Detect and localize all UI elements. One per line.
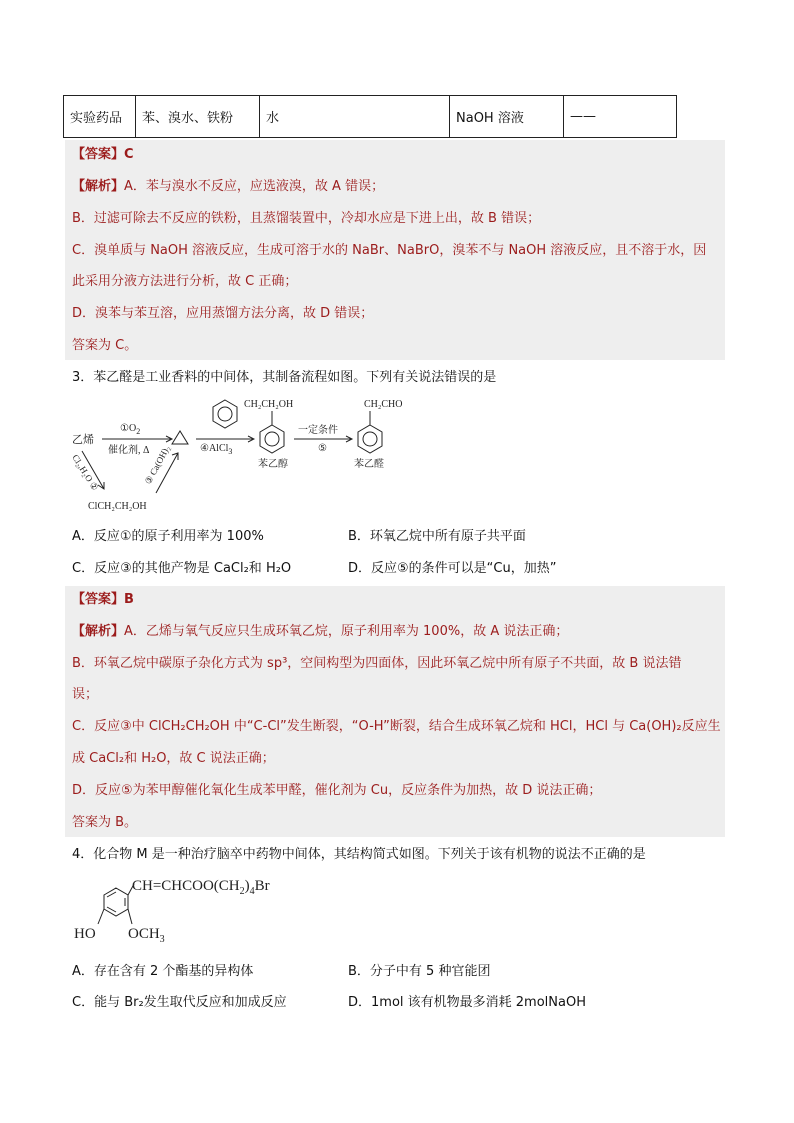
side-sub2: 4 [249, 886, 255, 897]
q3-reaction-scheme [68, 393, 428, 515]
q4-option-c[interactable]: C．能与 Br₂发生取代反应和加成反应 [72, 995, 287, 1010]
svg-text:④AlCl3 [200, 443, 232, 456]
q2-analysis-d: D．溴苯与苯互溶，应用蒸馏方法分离，故 D 错误； [72, 306, 374, 321]
side-br: Br [254, 878, 270, 894]
svg-text:OCH3 [128, 926, 165, 945]
q4-option-b[interactable]: B．分子中有 5 种官能团 [348, 964, 491, 979]
side-chain: CH=CHCOO(CH [132, 878, 240, 894]
chlorohydrin-label: ClCH₂CH₂OH [88, 501, 147, 512]
q3-analysis-c1: C．反应③中 ClCH₂CH₂OH 中“C-Cl”发生断裂，“O-H”断裂，结合生成环氧乙烷和 HCl，HCl 与 Ca(OH)₂反应生 [72, 719, 721, 734]
ethylene-label: 乙烯 [72, 434, 94, 446]
q3-option-a[interactable]: A．反应①的原子利用率为 100% [72, 529, 264, 544]
aldehyde-group: CH₂CHO [364, 399, 403, 410]
answer-value: C [124, 147, 134, 162]
table-cell-reagents: 苯、溴水、铁粉 [136, 96, 260, 137]
q3-option-d[interactable]: D．反应⑤的条件可以是“Cu，加热” [348, 561, 557, 576]
answer-value: B [124, 592, 134, 607]
step1-condition: 催化剂, Δ [108, 445, 150, 456]
step2-label: Cl₂,H₂O ② [70, 452, 101, 493]
q2-analysis-a [72, 177, 384, 197]
q3-answer-line [72, 590, 134, 610]
analysis-text: A．苯与溴水不反应，应选液溴，故 A 错误； [124, 179, 385, 194]
analysis-label: 【解析】 [72, 179, 125, 194]
answer-label: 【答案】 [72, 592, 125, 607]
q2-analysis-b: B．过滤可除去不反应的铁粉，且蒸馏装置中，冷却水应是下进上出，故 B 错误； [72, 211, 541, 226]
table-cell-naoh: NaOH 溶液 [450, 96, 564, 137]
answer-label: 【答案】 [72, 147, 125, 162]
step3-label: ③ Ca(OH)₂ [142, 443, 172, 486]
analysis-label: 【解析】 [72, 624, 125, 639]
step4-label: ④AlCl [200, 443, 229, 454]
och3-label: OCH [128, 926, 160, 942]
step5-condition: 一定条件 [298, 425, 338, 436]
svg-text:①O2 [120, 423, 140, 436]
table-cell-dash: —— [570, 109, 596, 124]
q4-option-a[interactable]: A．存在含有 2 个酯基的异构体 [72, 964, 254, 979]
side-sub: 2 [239, 886, 245, 897]
q2-final: 答案为 C。 [72, 338, 138, 353]
phenylacetaldehyde-label: 苯乙醛 [354, 459, 384, 470]
side-end: ) [244, 878, 250, 894]
q3-analysis-d: D．反应⑤为苯甲醇催化氧化生成苯甲醛，催化剂为 Cu，反应条件为加热，故 D 说法正确； [72, 783, 602, 798]
q3-analysis-b1: B．环氧乙烷中碳原子杂化方式为 sp³，空间构型为四面体，因此环氧乙烷中所有原子不共面，故 B 说法错 [72, 656, 682, 671]
q3-option-b[interactable]: B．环氧乙烷中所有原子共平面 [348, 529, 526, 544]
step5-label: ⑤ [318, 443, 327, 454]
q4-stem: 4．化合物 M 是一种治疗脑卒中药物中间体，其结构简式如图。下列关于该有机物的说法不正确的是 [72, 847, 646, 862]
step4-sub: 3 [228, 447, 233, 456]
och3-sub: 3 [159, 934, 165, 945]
table-cell-water: 水 [260, 96, 450, 137]
q2-analysis-c2: 此采用分液方法进行分析，故 C 正确； [72, 274, 298, 289]
q3-analysis-a [72, 622, 568, 642]
q4-option-d[interactable]: D．1mol 该有机物最多消耗 2molNaOH [348, 995, 586, 1010]
q2-answer-line [72, 145, 134, 165]
q3-analysis-c2: 成 CaCl₂和 H₂O，故 C 说法正确； [72, 751, 275, 766]
q3-analysis-b2: 误； [72, 687, 99, 702]
q3-final: 答案为 B。 [72, 815, 138, 830]
step1-sub: 2 [136, 427, 141, 436]
ho-label: HO [74, 926, 96, 942]
analysis-text: A．乙烯与氧气反应只生成环氧乙烷，原子利用率为 100%，故 A 说法正确； [124, 624, 569, 639]
q3-stem: 3．苯乙醛是工业香料的中间体，其制备流程如图。下列有关说法错误的是 [72, 370, 497, 385]
step1-label: ①O [120, 423, 137, 434]
phenethyl-alcohol-label: 苯乙醇 [258, 459, 288, 470]
svg-text:CH=CHCOO(CH2)4Br [132, 878, 270, 897]
table-cell-label: 实验药品 [64, 96, 136, 137]
q3-option-c[interactable]: C．反应③的其他产物是 CaCl₂和 H₂O [72, 561, 292, 576]
reagent-table-row [63, 95, 677, 138]
q2-analysis-c1: C．溴单质与 NaOH 溶液反应，生成可溶于水的 NaBr、NaBrO，溴苯不与 NaOH 溶液反应，且不溶于水，因 [72, 243, 707, 258]
phenethyl-group: CH₂CH₂OH [244, 399, 294, 410]
q4-structure [72, 872, 302, 948]
